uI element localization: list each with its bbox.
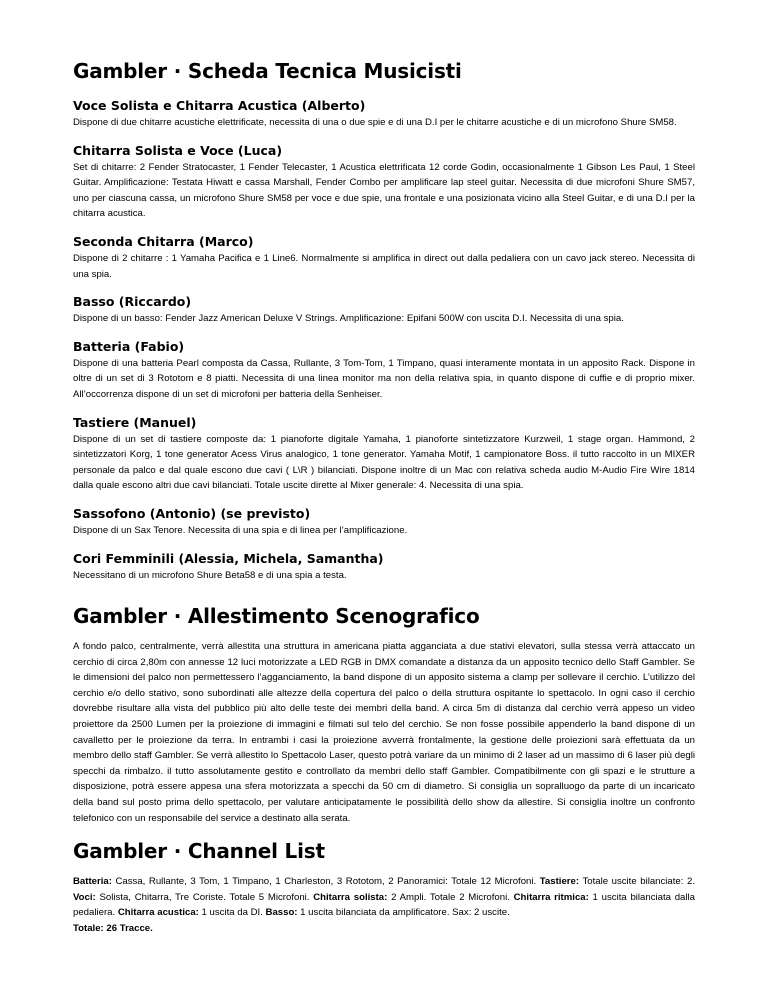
allestimento-text: A fondo palco, centralmente, verrà allestita una struttura in americana piatta agganciata a due stativi elevatori, sulla stessa verrà attaccato un cerchio di circa 2,80m con annesse 12 luci motorizzate a LED RGB in DMX comandate a distanza da un apposito tecnico dello Staff Gambler. Se le dimensioni del palco non permettessero l’agganciamento, la band dispone di un apposito sistema a clamp per sollevare il cerchio. L’utilizzo del cerchio e/o dello stativo, sono subordinati alle altezze della copertura del palco o della struttura ospitante lo spettacolo. In ogni caso il cerchio dovrebbe risultare alla vista del pubblico più alto delle teste dei membri della band. A circa 5m di distanza dal cerchio verrà appeso un video proiettore da 2500 Lumen per la proiezione di immagini e filmati sul telo del cerchio. Se non fosse possibile appenderlo la band dispone di un cavalletto per le proiezione da terra. In entrambi i casi la proiezione avverrà frontalmente, la gestione delle proiezioni sarà effettuata da un membro dello staff Gambler. Se verrà allestito lo Spettacolo Laser, questo potrà variare da un minimo di 2 laser ad un massimo di 6 laser più degli specchi da rimbalzo. il tutto assolutamente gestito e controllato da membri dello staff Gambler. Compatibilmente con gli spazi e le strutture a disposizione, potrà essere appesa una sfera motorizzata a specchi da 50 cm di diametro. Si consiglia un sopralluogo da parte di un incaricato della band sul posto prima dello spettacolo, per valutare anticipatamente le possibilità dello show da allestire. Si consiglia inoltre un confronto telefonico con un responsabile del service a destinato alla serata. (73, 641, 695, 824)
section-scheda-tecnica (73, 58, 695, 583)
entry-seconda-chitarra (73, 234, 695, 282)
entry-text: Dispone di un set di tastiere composte da: 1 pianoforte digitale Yamaha, 1 pianoforte sintetizzatore Kurzweil, 1 stage organ. Hammond, 2 sintetizzatori Korg, 1 tone generator Acess Virus analogico, 1 tone generator. Yamaha Motif, 1 campionatore Boss. il tutto raccolto in un MIXER personale da palco e dal quale escono due cavi ( L\R ) bilanciati. Dispone inoltre di un Mac con relativa scheda audio M-Audio Fire Wire 1814 dalla quale escono altri due cavi bilanciati. Totale uscite dirette al Mixer generale: 4. Necessita di una spia. (73, 433, 695, 492)
batteria-text: Cassa, Rullante, 3 Tom, 1 Timpano, 1 Charleston, 3 Rototom, 2 Panoramici: Totale 12 Microfoni. (111, 876, 540, 888)
section-channel-list (73, 838, 695, 936)
tastiere-text: Totale uscite bilanciate: 2. (579, 876, 695, 888)
entry-text: Dispone di 2 chitarre : 1 Yamaha Pacifica e 1 Line6. Normalmente si amplifica in direct out dalla pedaliera con un cavo jack stereo. Necessita di una spia. (73, 252, 695, 280)
entry-tastiere (73, 415, 695, 494)
entry-text: Dispone di un basso: Fender Jazz American Deluxe V Strings. Amplificazione: Epifani 500W con uscita D.I. Necessita di una spia. (73, 313, 624, 325)
tastiere-label: Tastiere: (539, 876, 580, 888)
entry-heading: Sassofono (Antonio) (se previsto) (73, 505, 311, 521)
entry-text: Set di chitarre: 2 Fender Stratocaster, 1 Fender Telecaster, 1 Acustica elettrificata 12 corde Godin, occasionalmente 1 Gibson Les Paul, 1 Steel Guitar. Amplificazione: Testata Hiwatt e cassa Marshall, Fender Combo per amplificare lap steel guitar. Necessita di due microfoni Shure SM57, uno per ciascuna cassa, un microfono Shure SM58 per voce e due spie, una frontale e una posizionata vicino alla Steel Guitar, e di una D.I per la chitarra acustica. (73, 161, 695, 220)
entry-heading: Basso (Riccardo) (73, 294, 192, 310)
chitarra-solista-label: Chitarra solista: (313, 891, 388, 903)
section-title-allestimento: Gambler · Allestimento Scenografico (73, 604, 480, 629)
basso-text: 1 uscita bilanciata da amplificatore. Sax: 2 uscite. (297, 907, 510, 919)
entry-cori (73, 551, 695, 584)
entry-heading: Seconda Chitarra (Marco) (73, 233, 254, 249)
entry-text: Dispone di un Sax Tenore. Necessita di una spia e di linea per l’amplificazione. (73, 524, 408, 536)
basso-label: Basso: (265, 907, 298, 919)
entry-heading: Voce Solista e Chitarra Acustica (Alberto) (73, 98, 366, 113)
section-allestimento (73, 603, 695, 826)
chitarra-acustica-label: Chitarra acustica: (117, 907, 199, 919)
entry-text: Necessitano di un microfono Shure Beta58 e di una spia a testa. (73, 569, 347, 581)
entry-heading: Tastiere (Manuel) (73, 414, 197, 430)
entry-chitarra-solista (73, 143, 695, 222)
entry-heading: Batteria (Fabio) (73, 338, 185, 354)
entry-sassofono (73, 506, 695, 539)
section-title-channel: Gambler · Channel List (73, 839, 325, 864)
channel-list-text (73, 874, 695, 936)
voci-text: Solista, Chitarra, Tre Coriste. Totale 5 Microfoni. (95, 891, 314, 903)
batteria-label: Batteria: (73, 876, 112, 888)
entry-heading: Cori Femminili (Alessia, Michela, Samantha) (73, 550, 384, 566)
document-content (73, 58, 695, 937)
entry-text: Dispone di due chitarre acustiche elettrificate, necessita di una o due spie e di una D.I per le chitarre acustiche e di un microfono Shure SM58. (73, 117, 677, 128)
chitarra-ritmica-label: Chitarra ritmica: (513, 891, 589, 903)
chitarra-acustica-text: 1 uscita da DI. (198, 907, 266, 919)
entry-heading: Chitarra Solista e Voce (Luca) (73, 142, 283, 158)
entry-batteria (73, 339, 695, 403)
section-title-scheda: Gambler · Scheda Tecnica Musicisti (73, 59, 462, 83)
voci-label: Voci: (73, 891, 96, 903)
chitarra-solista-text: 2 Ampli. Totale 2 Microfoni. (387, 891, 514, 903)
entry-text: Dispone di una batteria Pearl composta da Cassa, Rullante, 3 Tom-Tom, 1 Timpano, quasi interamente montata in un apposito Rack. Dispone in oltre di un set di 3 Rototom e 8 piatti. Necessita di una linea monitor ma non della relativa spia, in quanto dispone di cuffie e di proprio mixer. All’occorrenza dispone di un set di microfoni per batteria della Senheiser. (73, 357, 695, 400)
entry-basso (73, 294, 695, 327)
totale-tracce: Totale: 26 Tracce. (73, 923, 153, 934)
chitarra-ritmica-text: 1 uscita bilanciata dalla pedaliera. (73, 891, 695, 919)
entry-voce-solista (73, 98, 695, 131)
